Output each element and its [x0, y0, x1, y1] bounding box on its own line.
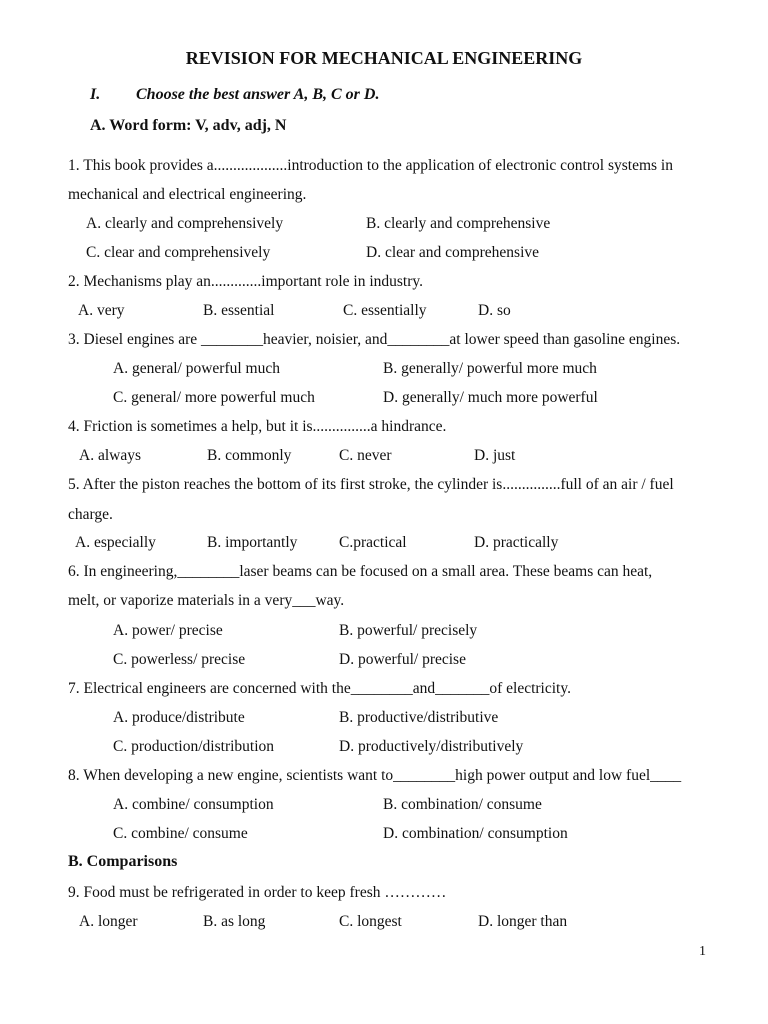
- q6-option-a: A. power/ precise: [113, 622, 223, 639]
- q8-option-c: C. combine/ consume: [113, 825, 248, 842]
- q7-option-a: A. produce/distribute: [113, 709, 245, 726]
- q8-option-b: B. combination/ consume: [383, 796, 542, 813]
- q8-option-a: A. combine/ consumption: [113, 796, 274, 813]
- section-instruction: Choose the best answer A, B, C or D.: [136, 86, 380, 103]
- q3-option-b: B. generally/ powerful more much: [383, 360, 597, 377]
- q1-option-a: A. clearly and comprehensively: [86, 215, 284, 232]
- q9-option-b: B. as long: [203, 913, 266, 930]
- q9-option-c: C. longest: [339, 913, 402, 930]
- question-1-line-1: 1. This book provides a...................introduction to the application of electronic control systems in: [68, 157, 673, 174]
- part-a-heading: A. Word form: V, adv, adj, N: [90, 117, 287, 134]
- q4-option-b: B. commonly: [207, 447, 292, 464]
- q2-option-d: D. so: [478, 302, 511, 319]
- q6-option-d: D. powerful/ precise: [339, 651, 466, 668]
- q2-option-a: A. very: [78, 302, 125, 319]
- question-2-line-1: 2. Mechanisms play an.............important role in industry.: [68, 273, 424, 290]
- question-7-line-1: 7. Electrical engineers are concerned with the________and_______of electricity.: [68, 680, 571, 697]
- q4-option-c: C. never: [339, 447, 392, 464]
- q4-option-a: A. always: [79, 447, 141, 464]
- q7-option-c: C. production/distribution: [113, 738, 275, 755]
- question-4-line-1: 4. Friction is sometimes a help, but it is...............a hindrance.: [68, 418, 447, 435]
- question-8-line-1: 8. When developing a new engine, scientists want to________high power output and low fuel____: [68, 767, 682, 784]
- q6-option-b: B. powerful/ precisely: [339, 622, 478, 639]
- q7-option-d: D. productively/distributively: [339, 738, 524, 755]
- q5-option-c: C.practical: [339, 534, 407, 551]
- q5-option-d: D. practically: [474, 534, 559, 551]
- q3-option-c: C. general/ more powerful much: [113, 389, 315, 406]
- q5-option-a: A. especially: [75, 534, 156, 551]
- q8-option-d: D. combination/ consumption: [383, 825, 568, 842]
- q6-option-c: C. powerless/ precise: [113, 651, 246, 668]
- question-6-line-1: 6. In engineering,________laser beams can be focused on a small area. These beams can heat,: [68, 563, 653, 580]
- q7-option-b: B. productive/distributive: [339, 709, 499, 726]
- q9-option-a: A. longer: [79, 913, 138, 930]
- q4-option-d: D. just: [474, 447, 516, 464]
- page-title: REVISION FOR MECHANICAL ENGINEERING: [185, 48, 583, 68]
- q9-option-d: D. longer than: [478, 913, 568, 930]
- question-5-line-2: charge.: [68, 506, 113, 523]
- question-5-line-1: 5. After the piston reaches the bottom of its first stroke, the cylinder is...............full of an air / fuel: [68, 476, 674, 493]
- section-number: I.: [90, 86, 101, 103]
- q1-option-c: C. clear and comprehensively: [86, 244, 271, 261]
- q2-option-c: C. essentially: [343, 302, 427, 319]
- q1-option-d: D. clear and comprehensive: [366, 244, 540, 261]
- q5-option-b: B. importantly: [207, 534, 298, 551]
- q2-option-b: B. essential: [203, 302, 275, 319]
- q1-option-b: B. clearly and comprehensive: [366, 215, 551, 232]
- page-number: 1: [699, 944, 706, 959]
- part-b-heading: B. Comparisons: [68, 853, 178, 870]
- question-1-line-2: mechanical and electrical engineering.: [68, 186, 307, 203]
- q3-option-a: A. general/ powerful much: [113, 360, 280, 377]
- question-3-line-1: 3. Diesel engines are ________heavier, noisier, and________at lower speed than gasoline engines.: [68, 331, 681, 348]
- q3-option-d: D. generally/ much more powerful: [383, 389, 598, 406]
- question-9-line-1: 9. Food must be refrigerated in order to keep fresh …………: [68, 884, 447, 901]
- question-6-line-2: melt, or vaporize materials in a very___way.: [68, 592, 345, 609]
